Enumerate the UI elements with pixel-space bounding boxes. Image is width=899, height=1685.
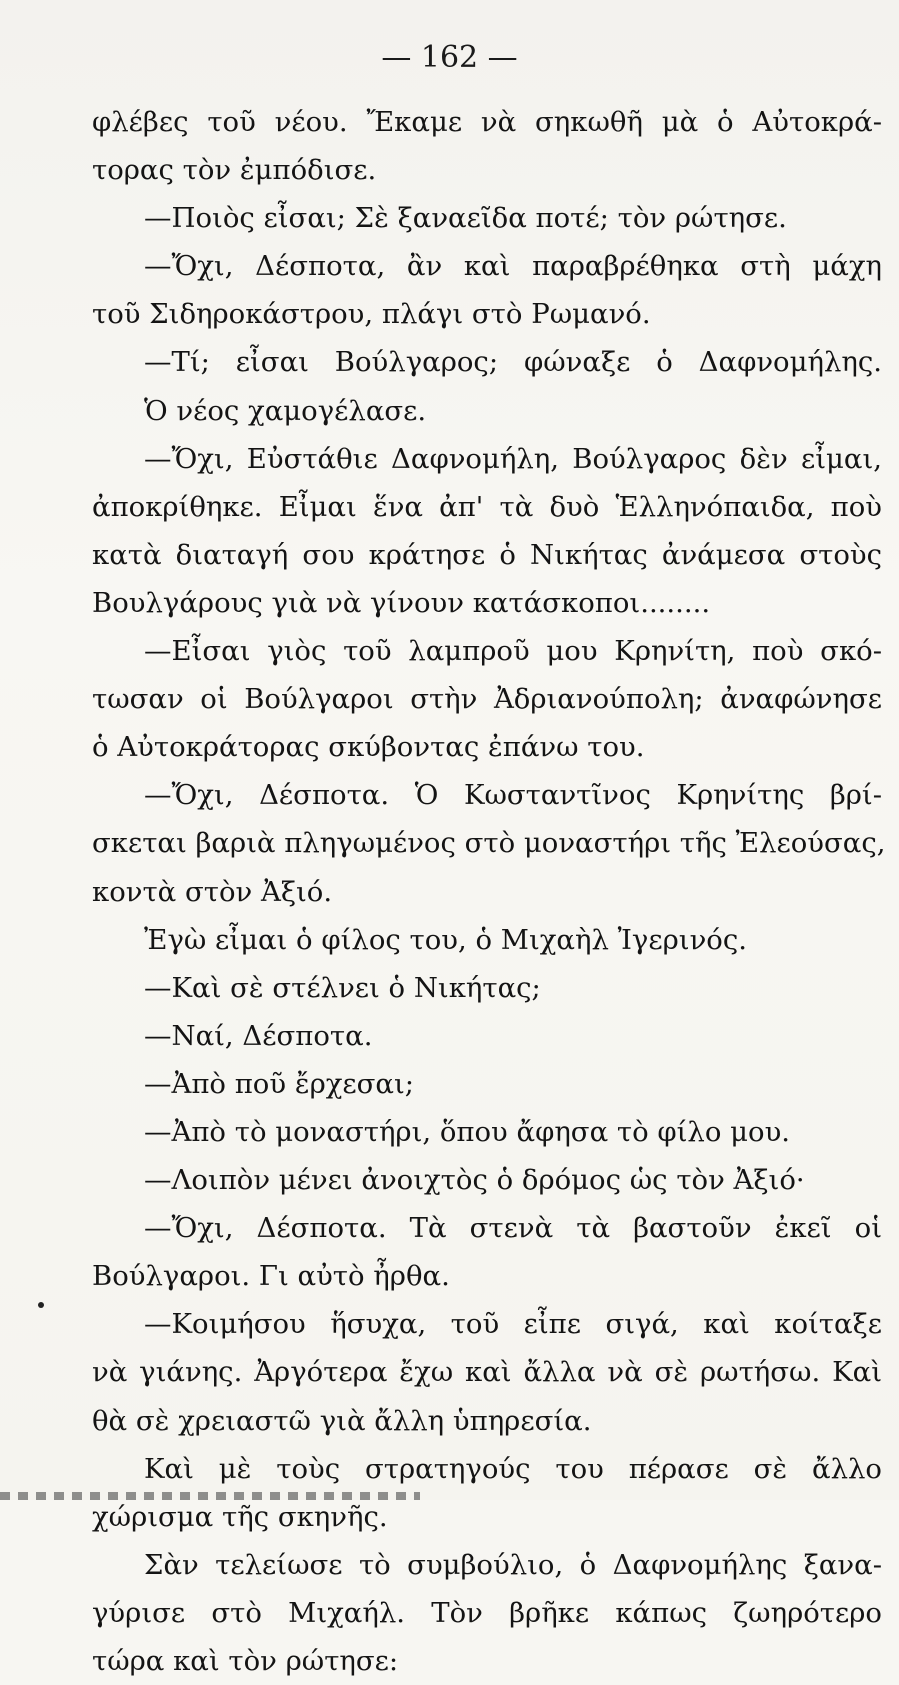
text-line: —Ἀπὸ ποῦ ἔρχεσαι; bbox=[144, 1067, 415, 1100]
text-line: —Ἀπὸ τὸ μοναστήρι, ὅπου ἄφησα τὸ φίλο μου. bbox=[144, 1115, 791, 1148]
text-line: Καὶ μὲ τοὺς στρατηγούς του πέρασε σὲ ἄλλο bbox=[144, 1452, 882, 1485]
text-line: —Ναί, Δέσποτα. bbox=[144, 1019, 373, 1052]
text-line: τωσαν οἱ Βούλγαροι στὴν Ἀδριανούπολη; ἀναφώνησε bbox=[92, 683, 882, 716]
text-line: —Ὄχι, Δέσποτα, ἂν καὶ παραβρέθηκα στὴ μάχη bbox=[144, 250, 882, 283]
text-line: —Εἶσαι γιὸς τοῦ λαμπροῦ μου Κρηνίτη, ποὺ σκό- bbox=[144, 635, 882, 668]
margin-mark bbox=[38, 1302, 44, 1308]
page-number: — 162 — bbox=[381, 40, 518, 75]
text-line: γύρισε στὸ Μιχαήλ. Τὸν βρῆκε κάπως ζωηρότερο bbox=[92, 1596, 882, 1629]
text-line: —Ὄχι, Εὐστάθιε Δαφνομήλη, Βούλγαρος δὲν εἶμαι, bbox=[144, 442, 882, 475]
text-line: Σὰν τελείωσε τὸ συμβούλιο, ὁ Δαφνομήλης ξανα- bbox=[144, 1548, 882, 1581]
body-text bbox=[92, 98, 886, 1685]
text-line: Ἐγὼ εἶμαι ὁ φίλος του, ὁ Μιχαὴλ Ἰγερινός. bbox=[144, 923, 747, 956]
text-line: —Ὄχι, Δέσποτα. Ὁ Κωσταντῖνος Κρηνίτης βρί- bbox=[144, 779, 882, 812]
text-line: Βούλγαροι. Γι αὐτὸ ἦρθα. bbox=[92, 1260, 450, 1293]
text-line: —Καὶ σὲ στέλνει ὁ Νικήτας; bbox=[144, 971, 541, 1004]
text-line: —Κοιμήσου ἥσυχα, τοῦ εἶπε σιγά, καὶ κοίταξε bbox=[144, 1308, 882, 1341]
text-line: τώρα καὶ τὸν ρώτησε: bbox=[92, 1645, 399, 1677]
text-line: ἀποκρίθηκε. Εἶμαι ἕνα ἀπ' τὰ δυὸ Ἑλληνόπαιδα, ποὺ bbox=[92, 490, 882, 523]
text-line: Ὁ νέος χαμογέλασε. bbox=[144, 394, 427, 427]
text-line: —Ποιὸς εἶσαι; Σὲ ξαναεῖδα ποτέ; τὸν ρώτησε. bbox=[144, 202, 787, 235]
text-line: —Τί; εἶσαι Βούλγαρος; φώναξε ὁ Δαφνομήλης. bbox=[144, 346, 882, 379]
text-line: φλέβες τοῦ νέου. Ἔκαμε νὰ σηκωθῆ μὰ ὁ Αὐτοκρά- bbox=[92, 106, 882, 138]
text-line: Βουλγάρους γιὰ νὰ γίνουν κατάσκοποι........ bbox=[92, 586, 711, 619]
text-line: κοντὰ στὸν Ἀξιό. bbox=[92, 875, 333, 908]
text-line: —Ὄχι, Δέσποτα. Τὰ στενὰ τὰ βαστοῦν ἐκεῖ οἱ bbox=[144, 1212, 882, 1245]
text-line: —Λοιπὸν μένει ἀνοιχτὸς ὁ δρόμος ὡς τὸν Ἀξιό· bbox=[144, 1164, 805, 1197]
text-line: θὰ σὲ χρειαστῶ γιὰ ἄλλη ὑπηρεσία. bbox=[92, 1404, 592, 1437]
text-line: σκεται βαριὰ πληγωμένος στὸ μοναστήρι τῆς Ἐλεούσας, bbox=[92, 827, 886, 860]
text-line: τοῦ Σιδηροκάστρου, πλάγι στὸ Ρωμανό. bbox=[92, 298, 651, 331]
text-line: χώρισμα τῆς σκηνῆς. bbox=[92, 1500, 388, 1533]
text-line: νὰ γιάνης. Ἀργότερα ἔχω καὶ ἄλλα νὰ σὲ ρωτήσω. Καὶ bbox=[92, 1356, 882, 1389]
scan-artifact bbox=[0, 1492, 420, 1500]
text-line: τορας τὸν ἐμπόδισε. bbox=[92, 154, 377, 187]
text-line: ὁ Αὐτοκράτορας σκύβοντας ἐπάνω του. bbox=[92, 731, 645, 764]
text-line: κατὰ διαταγή σου κράτησε ὁ Νικήτας ἀνάμεσα στοὺς bbox=[92, 538, 882, 571]
